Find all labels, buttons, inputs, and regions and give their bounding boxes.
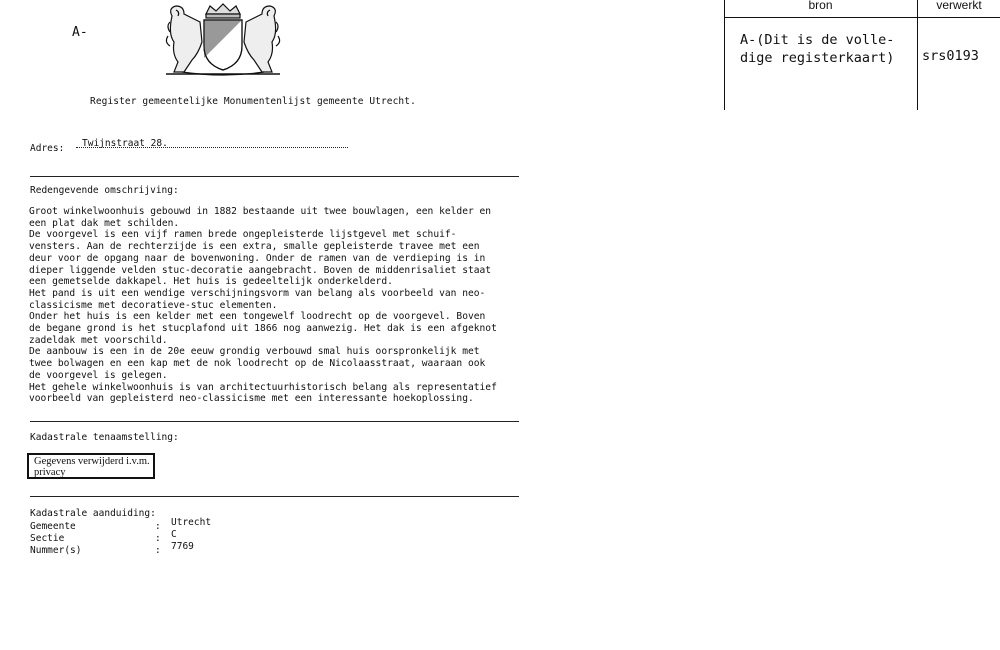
divider [30, 176, 519, 177]
omschrijving-line: classicisme met decoratieve-stuc elementen. [29, 299, 278, 311]
omschrijving-line: voorbeeld van gepleisterd neo-classicisme met een interessante hoekoplossing. [29, 393, 474, 405]
omschrijving-line: Het gehele winkelwoonhuis is van architectuurhistorisch belang als representatief [29, 381, 497, 393]
omschrijving-line: Het pand is uit een wendige verschijningsvorm van belang als voorbeeld van neo- [29, 287, 486, 299]
bron-line: dige registerkaart) [740, 49, 895, 66]
row-label: Nummer(s) [30, 545, 82, 556]
row-colon: : [155, 533, 161, 544]
table-header-verwerkt: verwerkt [936, 0, 982, 12]
omschrijving-line: een plat dak met schilden. [29, 217, 180, 229]
aanduiding-row-gemeente [30, 517, 230, 533]
privacy-notice-line: Gegevens verwijderd i.v.m. [34, 456, 150, 467]
bron-line: A-(Dit is de volle- [740, 32, 895, 48]
adres-label: Adres: [30, 143, 65, 154]
document-code: A- [72, 25, 88, 40]
row-value: Utrecht [171, 517, 212, 528]
privacy-notice-line: privacy [34, 467, 66, 478]
omschrijving-line: De aanbouw is een in de 20e eeuw grondig verbouwd smal huis oorspronkelijk met [29, 346, 480, 358]
omschrijving-line: vensters. Aan de rechterzijde is een extra, smalle gepleisterde travee met een [29, 241, 480, 253]
omschrijving-label: Redengevende omschrijving: [30, 185, 179, 196]
aanduiding-row-nummers [30, 541, 230, 557]
row-colon: : [155, 545, 161, 556]
row-value: 7769 [171, 541, 194, 552]
row-colon: : [155, 521, 161, 532]
aanduiding-row-sectie [30, 529, 230, 545]
row-value: C [171, 529, 177, 540]
adres-value: Twijnstraat 28. [82, 138, 168, 149]
omschrijving-line: deur voor de opgang naar de bovenwoning. Onder de ramen van de verdieping is in [29, 252, 486, 264]
omschrijving-text [29, 206, 529, 405]
verwerkt-cell: srs0193 [922, 48, 979, 64]
row-label: Sectie [30, 533, 65, 544]
table-border [724, 17, 1000, 18]
omschrijving-line: zadeldak met voorschild. [29, 334, 168, 346]
privacy-notice-box [27, 453, 155, 479]
coat-of-arms-icon [162, 2, 284, 78]
omschrijving-line: Groot winkelwoonhuis gebouwd in 1882 bestaande uit twee bouwlagen, een kelder en [29, 206, 492, 217]
divider [30, 421, 519, 422]
omschrijving-line: de begane grond is het stucplafond uit 1866 nog aanwezig. Het dak is een afgeknot [29, 323, 497, 335]
omschrijving-line: Onder het huis is een kelder met een tongewelf loodrecht op de voorgevel. Boven [29, 311, 486, 323]
adres-dotted-line [76, 147, 348, 148]
row-label: Gemeente [30, 521, 76, 532]
register-title: Register gemeentelijke Monumentenlijst gemeente Utrecht. [90, 96, 416, 107]
omschrijving-line: een gemetselde dakkapel. Het huis is gedeeltelijk onderkelderd. [29, 276, 393, 288]
omschrijving-line: De voorgevel is een vijf ramen brede ongepleisterde lijstgevel met schuif- [29, 229, 457, 241]
omschrijving-line: dieper liggende velden stuc-decoratie aangebracht. Boven de middenrisaliet staat [29, 264, 492, 276]
tenaamstelling-label: Kadastrale tenaamstelling: [30, 432, 179, 443]
omschrijving-line: de voorgevel is gelegen. [29, 369, 168, 381]
aanduiding-title: Kadastrale aanduiding: [30, 508, 156, 519]
omschrijving-line: twee bolwagen en een kap met de nok loodrecht op de Nicolaasstraat, waaraan ook [29, 358, 486, 370]
divider [30, 496, 519, 497]
bron-cell [740, 32, 894, 67]
table-header-bron: bron [808, 0, 833, 12]
